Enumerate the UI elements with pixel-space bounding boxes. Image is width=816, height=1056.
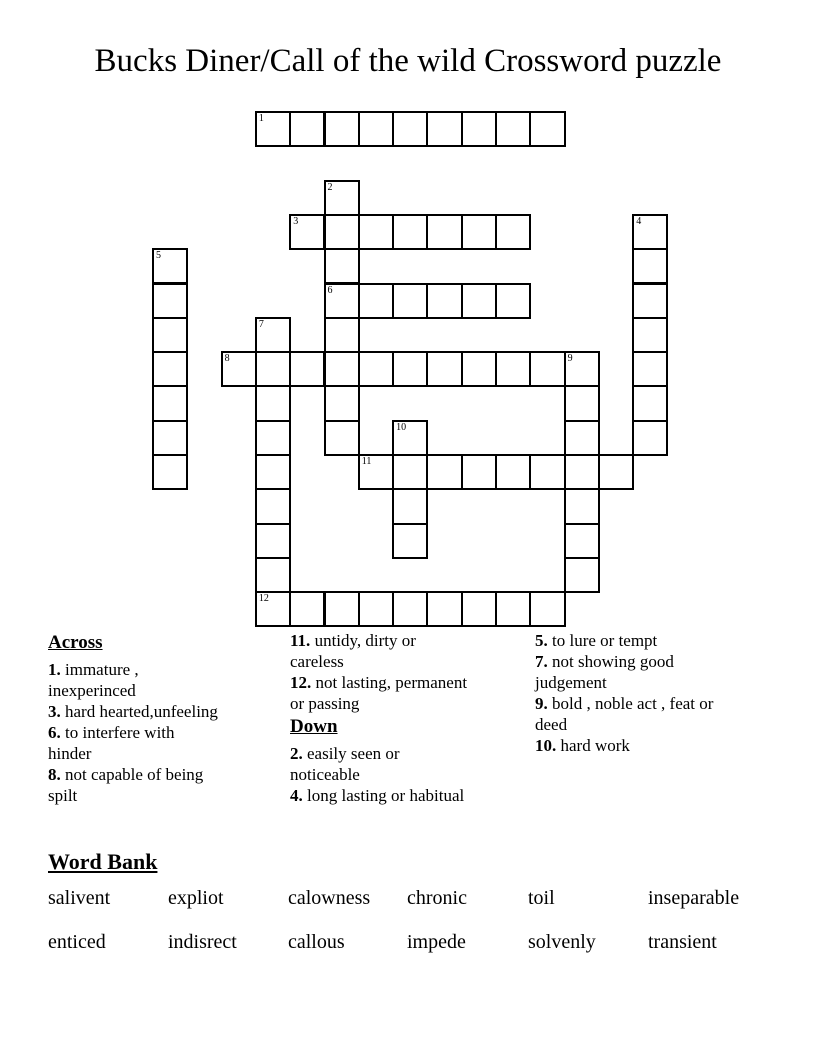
grid-cell[interactable] [392, 214, 428, 250]
page-title: Bucks Diner/Call of the wild Crossword puzzle [94, 43, 722, 79]
grid-cell[interactable] [392, 488, 428, 524]
grid-cell[interactable] [529, 591, 565, 627]
grid-cell[interactable] [564, 557, 600, 593]
cell-number: 9 [567, 353, 573, 365]
word-bank-word: calowness [288, 887, 371, 909]
grid-cell[interactable] [392, 523, 428, 559]
grid-cell[interactable] [632, 385, 668, 421]
cell-number: 10 [396, 421, 407, 433]
grid-cell[interactable] [358, 351, 394, 387]
grid-cell-1[interactable] [255, 111, 291, 147]
grid-cell[interactable] [255, 454, 291, 490]
clue-number: 2. [290, 744, 303, 763]
grid-cell-10[interactable] [392, 420, 428, 456]
grid-cell[interactable] [426, 111, 462, 147]
grid-cell[interactable] [461, 214, 497, 250]
word-bank-word: enticed [48, 931, 106, 953]
word-bank [48, 886, 788, 966]
grid-cell[interactable] [632, 283, 668, 319]
grid-cell[interactable] [358, 214, 394, 250]
word-bank-word: indisrect [168, 931, 237, 953]
clue-number: 6. [48, 723, 61, 742]
grid-cell[interactable] [324, 351, 360, 387]
grid-cell[interactable] [289, 591, 325, 627]
word-bank-word: transient [648, 931, 717, 953]
clue-5: 5. to lure or tempt [535, 631, 658, 650]
clue-number: 11. [290, 631, 311, 650]
cell-number: 12 [258, 593, 269, 605]
clues-column-right [535, 630, 740, 756]
grid-cell[interactable] [461, 351, 497, 387]
grid-cell[interactable] [255, 351, 291, 387]
grid-cell[interactable] [461, 591, 497, 627]
grid-cell[interactable] [255, 523, 291, 559]
clue-11: 11. untidy, dirty or careless [290, 631, 416, 671]
clue-number: 12. [290, 673, 312, 692]
word-bank-word: solvenly [528, 931, 596, 953]
grid-cell[interactable] [461, 454, 497, 490]
grid-cell[interactable] [426, 214, 462, 250]
grid-cell[interactable] [255, 420, 291, 456]
grid-cell[interactable] [152, 420, 188, 456]
grid-cell-12[interactable] [255, 591, 291, 627]
grid-cell[interactable] [495, 351, 531, 387]
word-bank-word: inseparable [648, 887, 740, 909]
grid-cell[interactable] [324, 317, 360, 353]
grid-cell[interactable] [564, 420, 600, 456]
clue-number: 4. [290, 786, 303, 805]
grid-cell-3[interactable] [289, 214, 325, 250]
grid-cell[interactable] [324, 214, 360, 250]
grid-cell[interactable] [152, 454, 188, 490]
clue-7: 7. not showing good judgement [535, 652, 674, 692]
grid-cell[interactable] [564, 488, 600, 524]
cell-number: 3 [293, 215, 299, 227]
word-bank-word: toil [528, 887, 555, 909]
grid-cell-7[interactable] [255, 317, 291, 353]
grid-cell[interactable] [632, 317, 668, 353]
grid-cell[interactable] [632, 420, 668, 456]
grid-cell[interactable] [152, 351, 188, 387]
clue-number: 1. [48, 660, 61, 679]
clue-2: 2. easily seen or noticeable [290, 744, 400, 784]
clue-number: 5. [535, 631, 548, 650]
clue-1: 1. immature , inexperinced [48, 660, 139, 700]
word-bank-heading: Word Bank [48, 849, 158, 874]
grid-cell-5[interactable] [152, 248, 188, 284]
clue-number: 3. [48, 702, 61, 721]
grid-cell[interactable] [529, 111, 565, 147]
grid-cell[interactable] [632, 351, 668, 387]
grid-cell[interactable] [324, 248, 360, 284]
grid-cell-9[interactable] [564, 351, 600, 387]
cell-number: 5 [156, 250, 161, 262]
cell-number: 11 [361, 456, 372, 467]
grid-cell[interactable] [598, 454, 634, 490]
grid-cell[interactable] [529, 351, 565, 387]
clues-column-middle [290, 630, 470, 806]
clue-10: 10. hard work [535, 736, 630, 755]
word-bank-word: expliot [168, 887, 224, 909]
word-bank-word: chronic [407, 887, 467, 909]
grid-cell[interactable] [392, 591, 428, 627]
word-bank-word: callous [288, 931, 345, 953]
clue-6: 6. to interfere with hinder [48, 723, 175, 763]
word-bank-word: salivent [48, 887, 111, 909]
grid-cell-2[interactable] [324, 180, 360, 216]
grid-cell[interactable] [324, 591, 360, 627]
cell-number: 4 [636, 215, 642, 227]
grid-cell[interactable] [152, 385, 188, 421]
grid-cell[interactable] [324, 111, 360, 147]
grid-cell[interactable] [289, 351, 325, 387]
cell-number: 7 [258, 318, 264, 330]
grid-cell[interactable] [358, 283, 394, 319]
clue-8: 8. not capable of being spilt [48, 765, 204, 805]
grid-cell[interactable] [289, 111, 325, 147]
grid-cell[interactable] [495, 214, 531, 250]
grid-cell[interactable] [426, 591, 462, 627]
grid-cell[interactable] [255, 385, 291, 421]
word-bank-word: impede [407, 931, 466, 953]
grid-cell[interactable] [255, 488, 291, 524]
clue-4: 4. long lasting or habitual [290, 786, 465, 805]
grid-cell[interactable] [358, 591, 394, 627]
grid-cell[interactable] [426, 454, 462, 490]
grid-cell-8[interactable] [221, 351, 257, 387]
grid-cell[interactable] [358, 111, 394, 147]
grid-cell[interactable] [564, 523, 600, 559]
clue-number: 8. [48, 765, 61, 784]
grid-cell[interactable] [495, 283, 531, 319]
grid-cell[interactable] [255, 557, 291, 593]
cell-number: 1 [258, 113, 264, 124]
grid-cell[interactable] [564, 454, 600, 490]
clue-number: 10. [535, 736, 557, 755]
cell-number: 2 [327, 181, 333, 193]
crossword-grid [152, 111, 669, 628]
grid-cell[interactable] [461, 111, 497, 147]
grid-cell[interactable] [152, 317, 188, 353]
grid-cell[interactable] [426, 283, 462, 319]
grid-cell[interactable] [392, 351, 428, 387]
grid-cell-11[interactable] [358, 454, 394, 490]
clue-number: 7. [535, 652, 548, 671]
clue-9: 9. bold , noble act , feat or deed [535, 694, 714, 734]
clue-12: 12. not lasting, permanent or passing [290, 673, 468, 713]
grid-cell[interactable] [152, 283, 188, 319]
grid-cell[interactable] [324, 385, 360, 421]
grid-cell[interactable] [564, 385, 600, 421]
grid-cell[interactable] [495, 111, 531, 147]
clue-number: 9. [535, 694, 548, 713]
grid-cell-4[interactable] [632, 214, 668, 250]
grid-cell[interactable] [392, 111, 428, 147]
grid-cell[interactable] [632, 248, 668, 284]
cell-number: 8 [224, 353, 230, 365]
grid-cell-6[interactable] [324, 283, 360, 319]
grid-cell[interactable] [495, 454, 531, 490]
grid-cell[interactable] [392, 454, 428, 490]
cell-number: 6 [327, 284, 333, 296]
grid-cell[interactable] [495, 591, 531, 627]
grid-cell[interactable] [529, 454, 565, 490]
clues-heading-across: Across [48, 632, 103, 653]
clue-3: 3. hard hearted,unfeeling [48, 702, 218, 721]
clues-heading-down: Down [290, 716, 338, 737]
grid-cell[interactable] [392, 283, 428, 319]
grid-cell[interactable] [324, 420, 360, 456]
clues-column-left [48, 630, 222, 806]
grid-cell[interactable] [426, 351, 462, 387]
grid-cell[interactable] [461, 283, 497, 319]
